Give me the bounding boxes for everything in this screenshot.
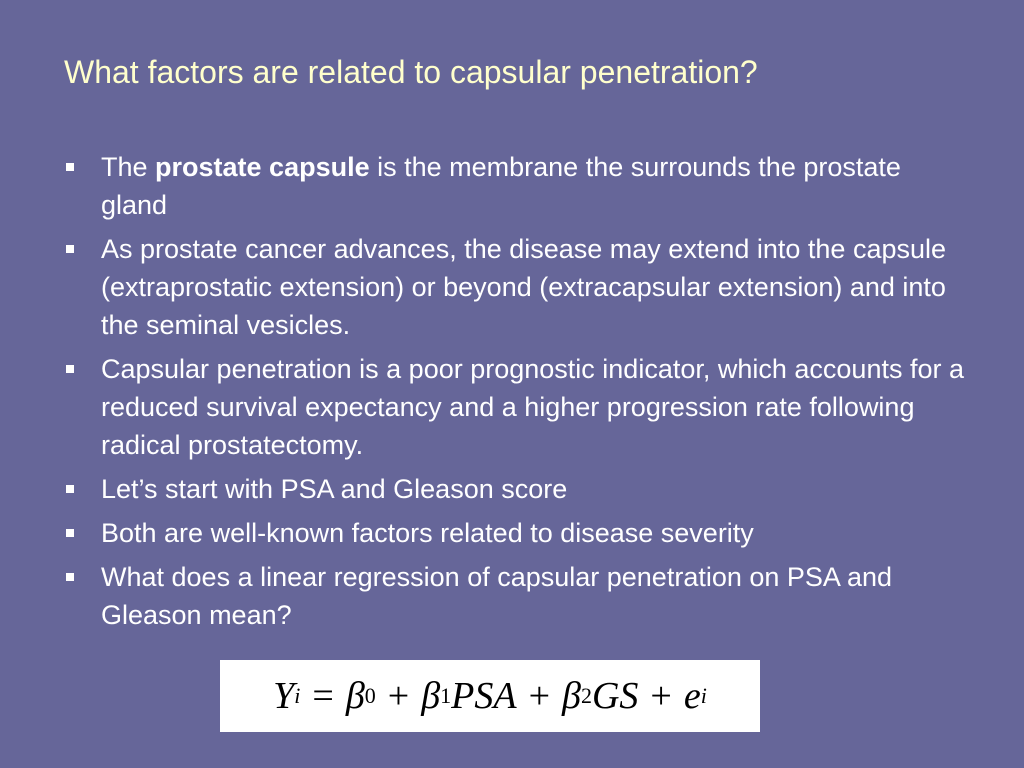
eq-gs: GS <box>591 675 639 717</box>
eq-psa: PSA <box>451 675 517 717</box>
eq-plus: + <box>528 675 551 717</box>
bullet-text: Both are well-known factors related to disease severity <box>101 518 754 548</box>
bullet-text-pre: The <box>101 152 156 182</box>
eq-y: Y <box>273 675 295 717</box>
bullet-text: As prostate cancer advances, the disease may extend into the capsule (extraprostatic extension) or beyond (extracapsular extension) and into the seminal vesicles. <box>101 234 947 340</box>
square-bullet-icon <box>66 245 74 253</box>
bullet-text: What does a linear regression of capsular penetration on PSA and Gleason mean? <box>101 562 892 630</box>
eq-sub-2: 2 <box>580 683 592 708</box>
bullet-item <box>66 350 966 464</box>
eq-plus: + <box>650 675 672 717</box>
eq-e: e <box>683 675 701 717</box>
eq-beta1: β <box>421 675 441 717</box>
bullet-item <box>66 514 966 552</box>
bullet-text: Let’s start with PSA and Gleason score <box>101 474 568 504</box>
eq-sub-i: i <box>700 683 707 708</box>
bullet-list <box>66 148 966 640</box>
square-bullet-icon <box>66 365 74 373</box>
eq-sub-1: 1 <box>440 683 452 708</box>
bullet-item <box>66 148 966 224</box>
square-bullet-icon <box>66 529 74 537</box>
eq-beta0: β <box>345 675 365 717</box>
bullet-text-bold: prostate capsule <box>155 152 370 182</box>
bullet-item <box>66 470 966 508</box>
eq-beta2: β <box>562 675 581 717</box>
bullet-text-post: is the membrane the surrounds the prostate gland <box>101 152 901 220</box>
bullet-item <box>66 230 966 344</box>
slide-title: What factors are related to capsular penetration? <box>64 54 758 90</box>
eq-sub-i: i <box>294 683 301 708</box>
eq-equals: = <box>312 675 334 717</box>
eq-sub-0: 0 <box>364 683 376 708</box>
eq-plus: + <box>387 675 410 717</box>
bullet-item <box>66 558 966 634</box>
square-bullet-icon <box>66 573 74 581</box>
square-bullet-icon <box>66 485 74 493</box>
bullet-text: Capsular penetration is a poor prognostic indicator, which accounts for a reduced survival expectancy and a higher progression rate following radical prostatectomy. <box>101 354 964 460</box>
regression-equation <box>220 660 760 732</box>
square-bullet-icon <box>66 163 74 171</box>
